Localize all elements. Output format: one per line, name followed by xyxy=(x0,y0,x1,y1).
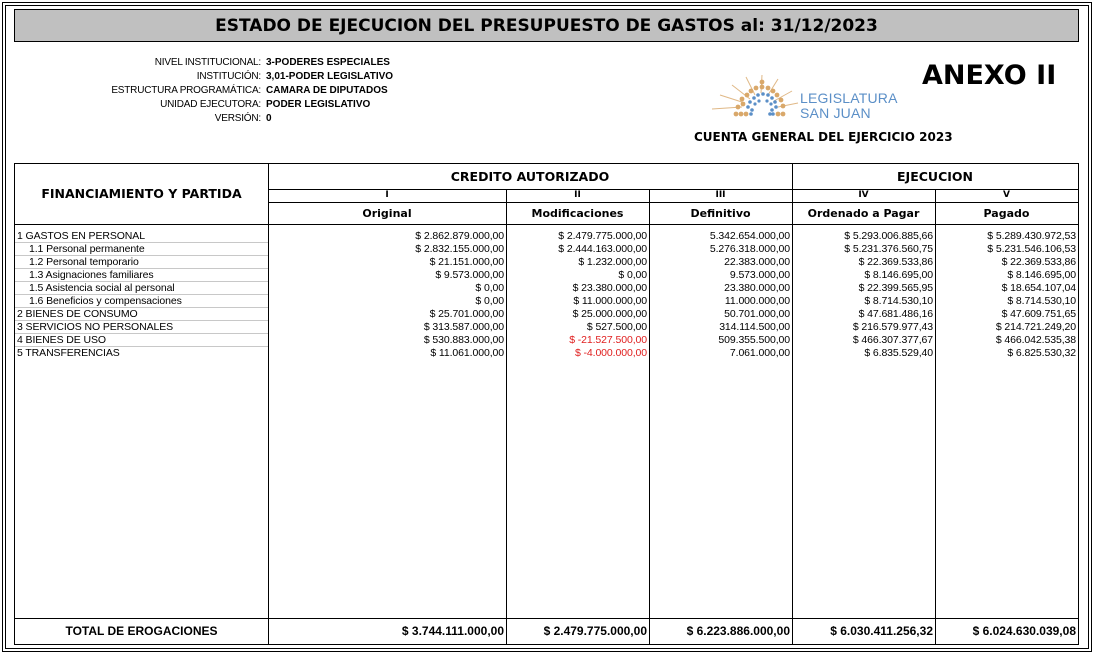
col-num-iv: IV xyxy=(858,190,869,200)
value-modificaciones: $ 1.232.000,00 xyxy=(578,256,647,268)
meta-value: 3-PODERES ESPECIALES xyxy=(266,57,390,68)
table-row xyxy=(15,295,1078,308)
partida-label: 1.1 Personal permanente xyxy=(15,243,268,256)
table-row xyxy=(15,321,1078,334)
meta-value: PODER LEGISLATIVO xyxy=(266,99,371,110)
partida-label: 1.5 Asistencia social al personal xyxy=(15,282,268,295)
value-ordenado: $ 5.231.376.560,75 xyxy=(844,243,933,255)
col-num-v: V xyxy=(1003,190,1010,200)
meta-value: 0 xyxy=(266,113,272,124)
value-pagado: $ 466.042.535,38 xyxy=(995,334,1076,346)
meta-institucion xyxy=(0,70,420,84)
report-subtitle: CUENTA GENERAL DEL EJERCICIO 2023 xyxy=(694,130,953,144)
group-credito-autorizado: CREDITO AUTORIZADO xyxy=(450,169,610,184)
total-ordenado: $ 6.030.411.256,32 xyxy=(830,624,933,638)
report-title-bar xyxy=(14,9,1079,42)
col-header-modificaciones: Modificaciones xyxy=(531,207,624,220)
partida-label: 1.2 Personal temporario xyxy=(15,256,268,269)
meta-estructura-programatica xyxy=(0,84,420,98)
header-divider xyxy=(15,224,1078,225)
value-original: $ 25.701.000,00 xyxy=(429,308,504,320)
value-original: $ 313.587.000,00 xyxy=(423,321,504,333)
value-definitivo: 509.355.500,00 xyxy=(718,334,790,346)
table-row xyxy=(15,230,1078,243)
value-definitivo: 50.701.000,00 xyxy=(724,308,790,320)
col-header-original: Original xyxy=(362,207,412,220)
row-header: FINANCIAMIENTO Y PARTIDA xyxy=(41,186,242,201)
value-ordenado: $ 216.579.977,43 xyxy=(852,321,933,333)
partida-label: 3 SERVICIOS NO PERSONALES xyxy=(15,321,268,334)
table-row xyxy=(15,269,1078,282)
logo-line1: LEGISLATURA xyxy=(800,90,898,106)
value-ordenado: $ 22.399.565,95 xyxy=(858,282,933,294)
col-num-ii: II xyxy=(574,190,581,200)
budget-table xyxy=(14,163,1079,645)
value-definitivo: 5.276.318.000,00 xyxy=(709,243,790,255)
value-definitivo: 23.380.000,00 xyxy=(724,282,790,294)
meta-label: VERSIÓN: xyxy=(214,113,261,124)
value-ordenado: $ 5.293.006.885,66 xyxy=(844,230,933,242)
value-definitivo: 9.573.000,00 xyxy=(729,269,790,281)
value-modificaciones: $ 11.000.000,00 xyxy=(573,295,647,307)
value-original: $ 21.151.000,00 xyxy=(429,256,504,268)
total-row xyxy=(15,619,1078,644)
total-definitivo: $ 6.223.886.000,00 xyxy=(686,624,790,638)
value-original: $ 11.061.000,00 xyxy=(430,347,504,359)
table-row xyxy=(15,256,1078,269)
meta-label: INSTITUCIÓN: xyxy=(196,71,261,82)
table-row xyxy=(15,308,1078,321)
meta-label: UNIDAD EJECUTORA: xyxy=(160,99,261,110)
value-ordenado: $ 6.835.529,40 xyxy=(864,347,933,359)
value-definitivo: 11.000.000,00 xyxy=(724,295,790,307)
report-metadata xyxy=(0,56,420,126)
group-ejecucion: EJECUCION xyxy=(897,169,973,184)
value-pagado: $ 47.609.751,65 xyxy=(1001,308,1076,320)
report-title: ESTADO DE EJECUCION DEL PRESUPUESTO DE GASTOS al: 31/12/2023 xyxy=(215,15,878,36)
meta-label: ESTRUCTURA PROGRAMÁTICA: xyxy=(111,85,261,96)
value-modificaciones: $ 2.479.775.000,00 xyxy=(558,230,647,242)
value-modificaciones-negative: $ -21.527.500,00 xyxy=(569,334,647,346)
value-original: $ 0,00 xyxy=(475,295,504,307)
meta-unidad-ejecutora xyxy=(0,98,420,112)
value-ordenado: $ 22.369.533,86 xyxy=(858,256,933,268)
meta-nivel-institucional xyxy=(0,56,420,70)
value-pagado: $ 214.721.249,20 xyxy=(995,321,1076,333)
logo-line2: SAN JUAN xyxy=(800,105,871,121)
value-pagado: $ 22.369.533,86 xyxy=(1001,256,1076,268)
value-pagado: $ 8.714.530,10 xyxy=(1007,295,1076,307)
meta-value: CAMARA DE DIPUTADOS xyxy=(266,85,388,96)
anexo-label: ANEXO II xyxy=(922,60,1057,91)
meta-label: NIVEL INSTITUCIONAL: xyxy=(154,57,261,68)
table-row xyxy=(15,282,1078,295)
value-modificaciones: $ 25.000.000,00 xyxy=(572,308,647,320)
partida-label: 1.6 Beneficios y compensaciones xyxy=(15,295,268,308)
table-row xyxy=(15,334,1078,347)
partida-label: 2 BIENES DE CONSUMO xyxy=(15,308,268,321)
partida-label: 5 TRANSFERENCIAS xyxy=(17,347,120,359)
total-pagado: $ 6.024.630.039,08 xyxy=(972,624,1076,638)
value-original: $ 9.573.000,00 xyxy=(435,269,504,281)
value-pagado: $ 5.231.546.106,53 xyxy=(987,243,1076,255)
value-modificaciones: $ 527.500,00 xyxy=(586,321,647,333)
value-pagado: $ 8.146.695,00 xyxy=(1007,269,1076,281)
col-num-i: I xyxy=(385,190,389,200)
value-ordenado: $ 8.714.530,10 xyxy=(864,295,933,307)
value-ordenado: $ 47.681.486,16 xyxy=(858,308,933,320)
col-num-iii: III xyxy=(715,190,726,200)
value-modificaciones-negative: $ -4.000.000,00 xyxy=(574,347,647,359)
value-pagado: $ 18.654.107,04 xyxy=(1001,282,1076,294)
partida-label: 4 BIENES DE USO xyxy=(15,334,268,347)
table-row xyxy=(15,243,1078,256)
value-modificaciones: $ 2.444.163.000,00 xyxy=(558,243,647,255)
value-definitivo: 22.383.000,00 xyxy=(724,256,790,268)
meta-value: 3,01-PODER LEGISLATIVO xyxy=(266,71,394,82)
total-original: $ 3.744.111.000,00 xyxy=(401,624,504,638)
value-original: $ 2.832.155.000,00 xyxy=(415,243,504,255)
logo-wordmark xyxy=(800,91,898,121)
total-modificaciones: $ 2.479.775.000,00 xyxy=(543,624,647,638)
col-header-ordenado-a-pagar: Ordenado a Pagar xyxy=(807,207,920,220)
value-ordenado: $ 466.307.377,67 xyxy=(852,334,933,346)
value-original: $ 2.862.879.000,00 xyxy=(415,230,504,242)
value-definitivo: 7.061.000,00 xyxy=(729,347,790,359)
value-ordenado: $ 8.146.695,00 xyxy=(864,269,933,281)
table-body xyxy=(15,230,1078,360)
value-definitivo: 5.342.654.000,00 xyxy=(709,230,790,242)
value-pagado: $ 6.825.530,32 xyxy=(1007,347,1076,359)
partida-label: 1 GASTOS EN PERSONAL xyxy=(15,230,268,243)
header-divider xyxy=(268,202,1078,203)
value-original: $ 0,00 xyxy=(475,282,504,294)
value-definitivo: 314.114.500,00 xyxy=(719,321,790,333)
meta-version xyxy=(0,112,420,126)
total-label: TOTAL DE EROGACIONES xyxy=(65,624,218,638)
value-modificaciones: $ 0,00 xyxy=(618,269,647,281)
partida-label: 1.3 Asignaciones familiares xyxy=(15,269,268,282)
value-modificaciones: $ 23.380.000,00 xyxy=(572,282,647,294)
value-pagado: $ 5.289.430.972,53 xyxy=(987,230,1076,242)
col-header-definitivo: Definitivo xyxy=(690,207,751,220)
value-original: $ 530.883.000,00 xyxy=(423,334,504,346)
col-header-pagado: Pagado xyxy=(983,207,1030,220)
table-row xyxy=(15,347,1078,360)
